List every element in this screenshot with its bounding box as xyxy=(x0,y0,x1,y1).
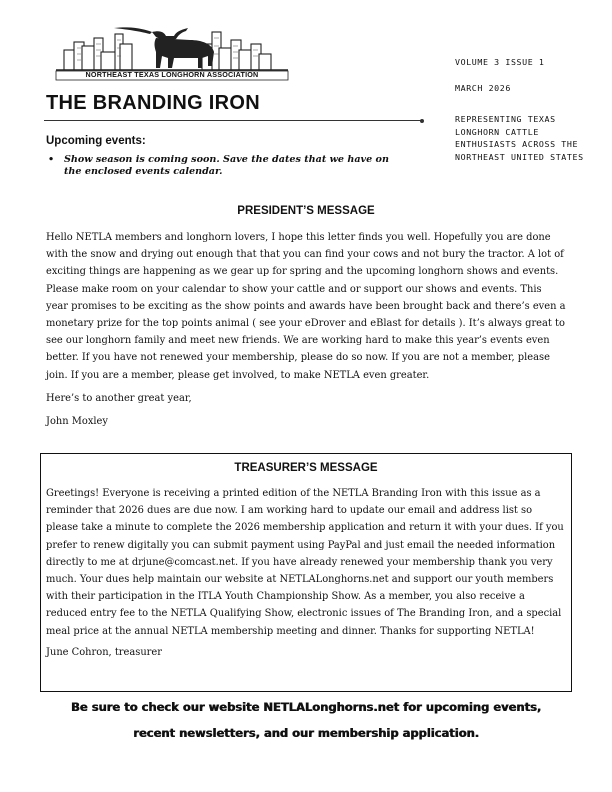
issue-volume: VOLUME 3 ISSUE 1 xyxy=(455,57,545,67)
treasurers-message-paragraph: Greetings! Everyone is receiving a printed edition of the NETLA Branding Iron with this issue as a reminder that 2026 dues are due now. I am working hard to update our email and address list so please take a minute to complete the 2026 membership application and return it with your dues. If you prefer to renew digitally you can submit payment using PayPal and just email the needed information directly to me at drjune@comcast.net. If you have already renewed your membership thank you very much. Your dues help maintain our website at NETLALonghorns.net and support our youth members with their participation in the ITLA Youth Championship Show. As a member, you also receive a reduced entry fee to the NETLA Qualifying Show, electronic issues of The Branding Iron, and a special meal price at the annual NETLA membership meeting and dinner. Thanks for supporting NETLA! xyxy=(46,488,564,637)
presidents-message-signature: John Moxley xyxy=(46,416,108,428)
presidents-message-closing: Here’s to another great year, xyxy=(46,392,192,404)
association-name: NORTHEAST TEXAS LONGHORN ASSOCIATION xyxy=(85,70,259,79)
tagline-line: ENTHUSIASTS ACROSS THE xyxy=(455,139,579,149)
presidents-message-heading: PRESIDENT’S MESSAGE xyxy=(237,205,375,217)
treasurers-message-body xyxy=(46,485,566,665)
presidents-message-paragraph: Hello NETLA members and longhorn lovers, I hope this letter finds you well. Hopefully you are done with the snow and drying out enough that that you can find your cows and not bury the tractor. A lot of exciting things are happening as we gear up for spring and the upcoming longhorn shows and events. Please make room on your calendar to show your cattle and or support our shows and events. This year promises to be exciting as the show points and awards have been brought back and there’s even a monetary prize for the top points animal ( see your eDrover and eBlast for details ). It’s always great to see our longhorn family and meet new friends. We are working hard to make this year’s events even better. If you have not renewed your membership, please do so now. If you are not a member, please join. If you are a member, please get involved, to make NETLA even greater. xyxy=(46,232,566,381)
newsletter-title: THE BRANDING IRON xyxy=(46,92,260,114)
title-rule xyxy=(44,120,422,121)
title-rule-endpoint xyxy=(420,119,424,123)
treasurers-message-heading: TREASURER’S MESSAGE xyxy=(234,462,378,474)
presidents-message-body xyxy=(46,229,566,436)
tagline-line: LONGHORN CATTLE xyxy=(455,126,539,137)
tagline xyxy=(455,113,584,163)
footer-line-2: recent newsletters, and our membership application. xyxy=(133,726,479,740)
event-text: Show season is coming soon. Save the dates that we have on the enclosed events calendar. xyxy=(64,154,389,177)
footer-line-1: Be sure to check our website NETLALonghorns.net for upcoming events, xyxy=(70,700,542,714)
bullet-icon: • xyxy=(48,154,55,165)
issue-date: MARCH 2026 xyxy=(455,83,511,93)
tagline-line: REPRESENTING TEXAS xyxy=(455,114,556,124)
tagline-line: NORTHEAST UNITED STATES xyxy=(455,151,584,162)
treasurers-message-box xyxy=(40,453,572,692)
upcoming-events-item xyxy=(48,154,398,178)
treasurers-message-signature: June Cohron, treasurer xyxy=(46,646,162,658)
upcoming-events-heading: Upcoming events: xyxy=(46,135,146,147)
